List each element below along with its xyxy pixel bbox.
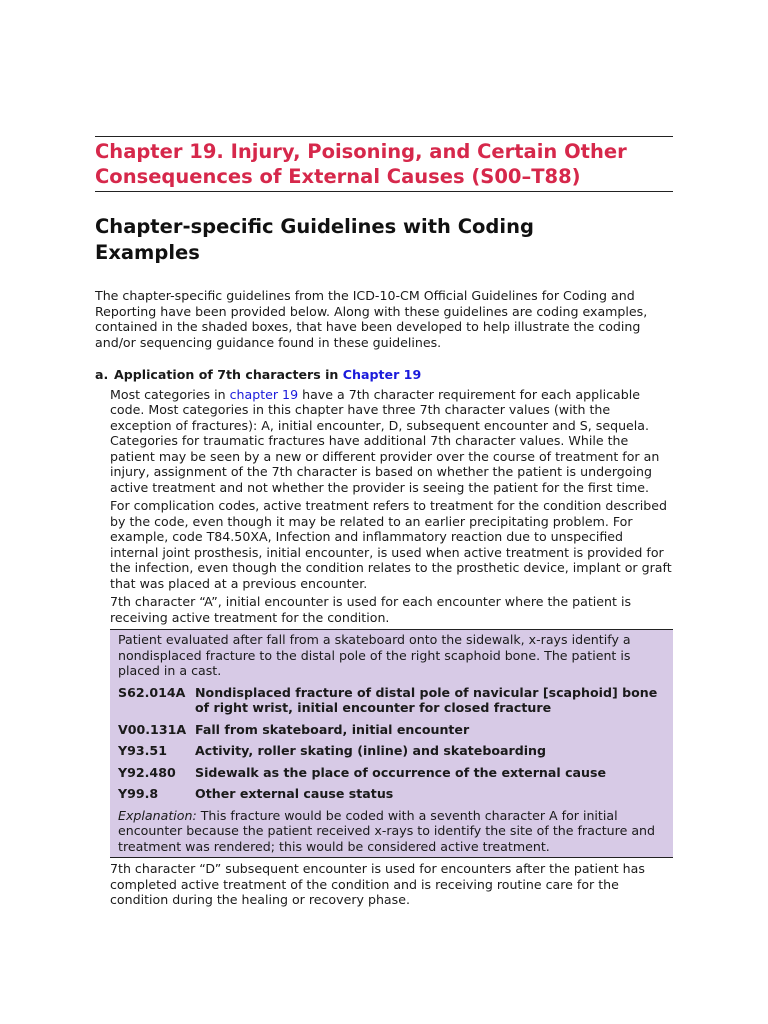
intro-paragraph: The chapter-specific guidelines from the ICD-10-CM Official Guidelines for Coding and Reporting have been provided below. Along with these guidelines are coding examples, contained in the shaded boxes, that have been developed to help illustrate the coding and/or sequencing guidance found in these guidelines. bbox=[95, 288, 648, 350]
subsection-letter: a. bbox=[95, 367, 109, 382]
explanation-text: This fracture would be coded with a seventh character A for initial encounter because the patient received x-rays to identify the site of the fracture and treatment was rendered; this would be considered active treatment. bbox=[118, 807, 656, 854]
subsection-heading-label: Application of 7th characters in bbox=[114, 367, 343, 382]
code-row bbox=[118, 722, 665, 738]
code-value: V00.131A bbox=[118, 721, 187, 737]
para1-text-end: have a 7th character requirement for each applicable code. Most categories in this chapter have three 7th character values (with the exception of fractures): A, initial encounter, D, subsequent encounter and S, sequela. Categories for traumatic fractures have additional 7th character values. While the patient may be seen by a new or different provider over the course of treatment for an injury, assignment of the 7th character is based on whether the patient is undergoing active treatment and not whether the provider is seeing the patient for the first time. bbox=[110, 386, 660, 495]
section-title bbox=[95, 214, 673, 266]
example-scenario: Patient evaluated after fall from a skateboard onto the sidewalk, x-rays identify a nondisplaced fracture to the distal pole of the right scaphoid bone. The patient is placed in a cast. bbox=[118, 632, 631, 678]
para1-text-start: Most categories in bbox=[110, 386, 230, 402]
paragraph-complication-codes: For complication codes, active treatment refers to treatment for the condition described by the code, even though it may be related to an earlier precipitating problem. For example, code T84.50XA, Infection and inflammatory reaction due to unspecified internal joint prosthesis, initial encounter, is used when active treatment is provided for the infection, even though the condition relates to the prosthetic device, implant or graft that was placed at a previous encounter. bbox=[110, 498, 672, 591]
code-row bbox=[118, 765, 665, 781]
section-title-line1: Chapter-specific Guidelines with Coding bbox=[95, 215, 534, 238]
explanation-label: Explanation: bbox=[118, 807, 197, 823]
chapter-header bbox=[95, 136, 673, 192]
chapter-19-link[interactable]: Chapter 19 bbox=[342, 367, 422, 382]
chapter-title bbox=[95, 139, 673, 189]
code-row bbox=[118, 786, 665, 802]
paragraph-7th-character-a: 7th character “A”, initial encounter is used for each encounter where the patient is receiving active treatment for the condition. bbox=[110, 594, 632, 625]
subsection-a-body bbox=[110, 387, 673, 626]
code-description: Sidewalk as the place of occurrence of the external cause bbox=[195, 764, 607, 780]
code-row bbox=[118, 743, 665, 759]
code-description: Activity, roller skating (inline) and skateboarding bbox=[195, 743, 547, 758]
code-description: Other external cause status bbox=[195, 786, 394, 801]
code-value: Y99.8 bbox=[118, 786, 159, 801]
code-description: Fall from skateboard, initial encounter bbox=[195, 721, 470, 737]
section-title-line2: Examples bbox=[95, 241, 200, 264]
subsection-heading-text bbox=[114, 367, 421, 383]
coding-example-box bbox=[110, 629, 673, 858]
chapter-19-inline-link[interactable]: chapter 19 bbox=[229, 386, 299, 402]
paragraph-7th-characters bbox=[110, 387, 673, 496]
code-description: Nondisplaced fracture of distal pole of navicular [scaphoid] bone of right wrist, initial encounter for closed fracture bbox=[195, 684, 658, 715]
subsection-a-heading bbox=[95, 367, 673, 383]
chapter-title-line1: Chapter 19. Injury, Poisoning, and Certain Other bbox=[95, 140, 627, 163]
code-row bbox=[118, 685, 665, 716]
code-value: Y92.480 bbox=[118, 764, 176, 780]
example-explanation bbox=[118, 808, 665, 855]
code-list bbox=[118, 685, 665, 802]
paragraph-7th-character-d: 7th character “D” subsequent encounter is used for encounters after the patient has completed active treatment of the condition and is receiving routine care for the condition during the healing or recovery phase. bbox=[110, 861, 645, 907]
chapter-title-line2: Consequences of External Causes (S00–T88) bbox=[95, 165, 581, 188]
document-page bbox=[95, 136, 673, 908]
subsection-a-continued bbox=[110, 861, 673, 908]
code-value: Y93.51 bbox=[118, 743, 167, 758]
code-value: S62.014A bbox=[118, 684, 186, 700]
